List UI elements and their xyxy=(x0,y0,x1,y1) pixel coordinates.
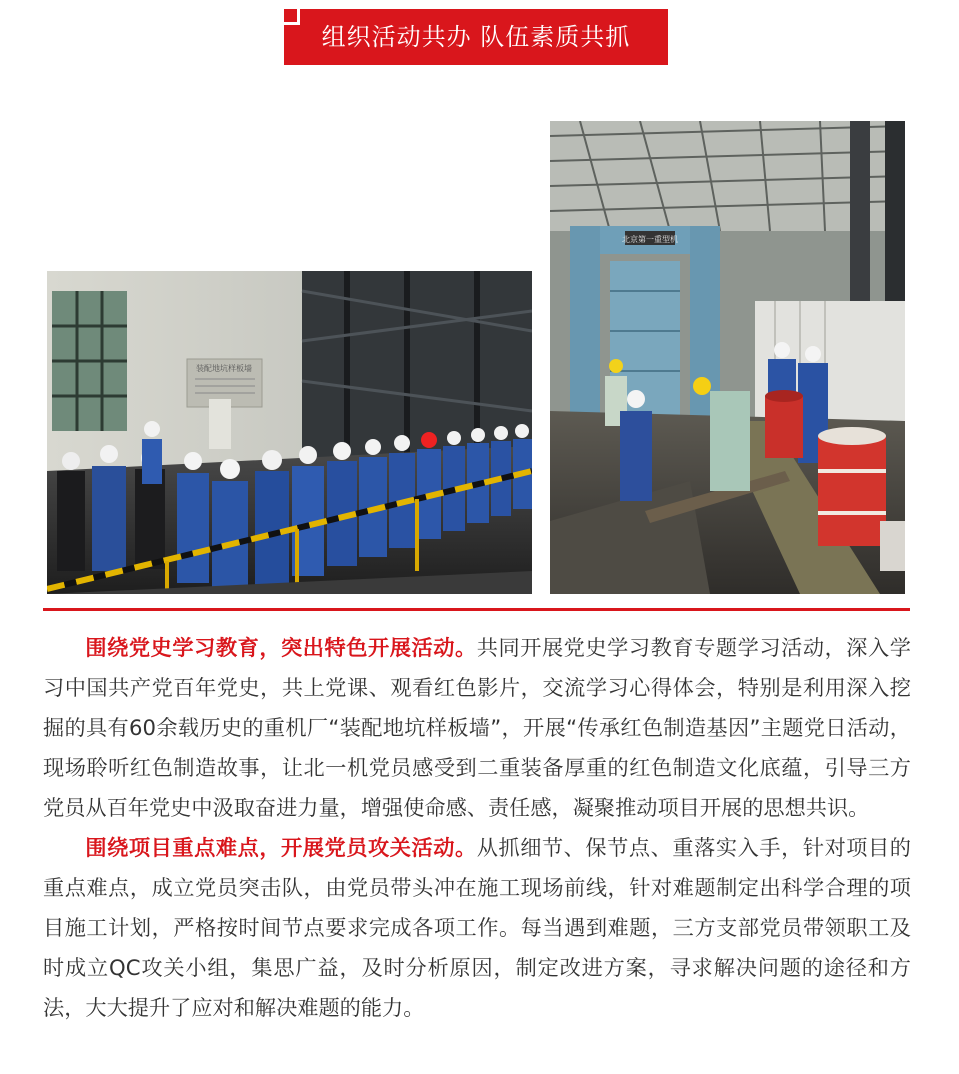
photo-party-members-assembly xyxy=(47,271,532,594)
assembly-photo-illustration xyxy=(47,271,532,594)
paragraph-lead: 围绕项目重点难点，开展党员攻关活动。 xyxy=(85,835,477,860)
paragraph-party-history xyxy=(43,628,911,828)
photo-workers-at-site xyxy=(550,121,905,594)
article-body xyxy=(43,628,911,1028)
paragraph-project-challenges xyxy=(43,828,911,1028)
paragraph-lead: 围绕党史学习教育，突出特色开展活动。 xyxy=(85,635,477,660)
paragraph-text: 共同开展党史学习教育专题学习活动，深入学习中国共产党百年党史，共上党课、观看红色影片，交流学习心得体会，特别是利用深入挖掘的具有60余载历史的重机厂“装配地坑样板墙”，开展“传承红色制造基因”主题党日活动，现场聆听红色制造故事，让北一机党员感受到二重装备厚重的红色制造文化底蕴，引导三方党员从百年党史中汲取奋进力量，增强使命感、责任感，凝聚推动项目开展的思想共识。 xyxy=(43,635,911,820)
banner-corner-ornament xyxy=(284,9,300,25)
worksite-photo-illustration xyxy=(550,121,905,594)
section-divider xyxy=(43,608,910,611)
wall-sign-text: 装配地坑样板墙 xyxy=(196,364,252,373)
machine-label-text: 北京第一重型机 xyxy=(622,235,678,244)
banner-title: 组织活动共办 队伍素质共抓 xyxy=(321,23,631,51)
paragraph-text: 从抓细节、保节点、重落实入手，针对项目的重点难点，成立党员突击队，由党员带头冲在施工现场前线，针对难题制定出科学合理的项目施工计划，严格按时间节点要求完成各项工作。每当遇到难题，三方支部党员带领职工及时成立QC攻关小组，集思广益，及时分析原因，制定改进方案，寻求解决问题的途径和方法，大大提升了应对和解决难题的能力。 xyxy=(43,835,911,1020)
section-banner xyxy=(284,9,668,65)
